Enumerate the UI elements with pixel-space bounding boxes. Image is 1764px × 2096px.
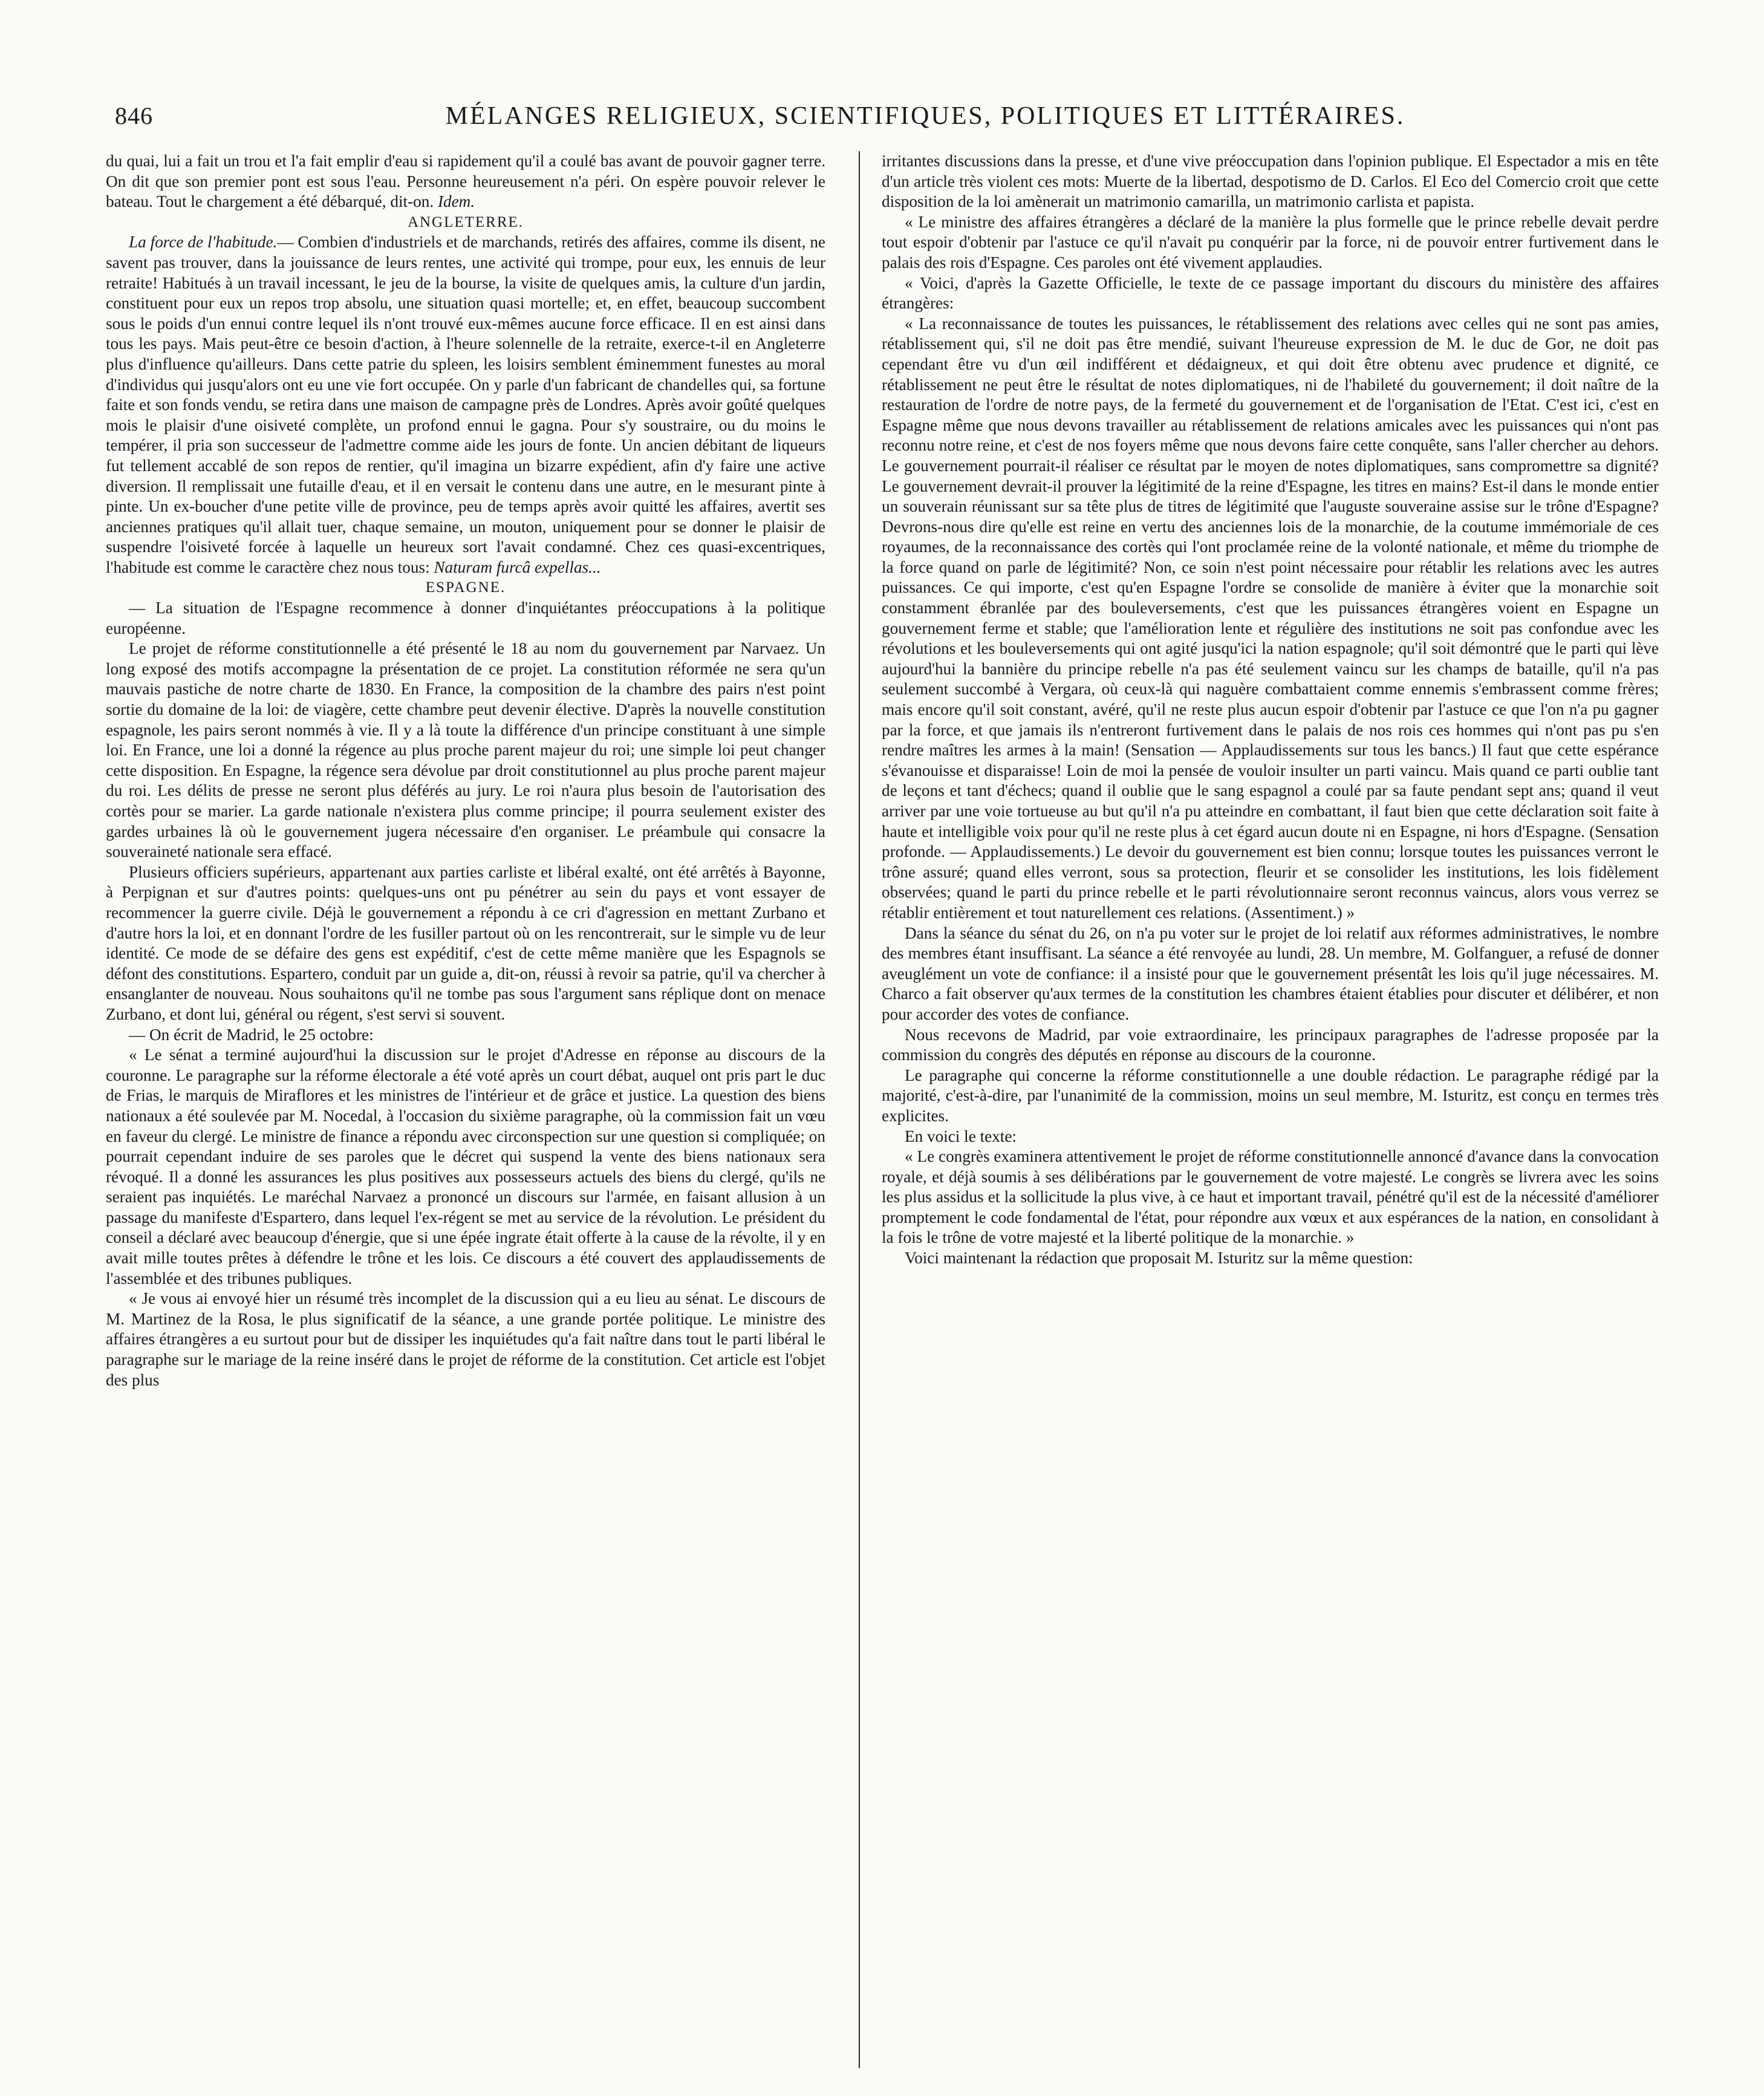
section-heading-angleterre: ANGLETERRE.	[407, 213, 524, 230]
article-paragraph: Plusieurs officiers supérieurs, appartenant aux parties carliste et libéral exalté, ont été arrêtés à Bayonne, à Perpignan et sur d'autres points: quelques-uns ont pu pénétrer au sein du pays et vont essayer de recommencer la guerre civile. Déjà le gouvernement a répondu à ce cri d'agression en mettant Zurbano et d'autre hors la loi, et en donnant l'ordre de les fusiller partout où on les rencontrerait, sur le simple vu de leur identité. Ce mode de se défaire des gens est expéditif, c'est de cette même manière que les Espagnols se défont des constitutions. Espartero, conduit par un guide a, dit-on, réussi à revoir sa patrie, qu'il va chercher à ensanglanter de nouveau. Nous souhaitons qu'il ne tombe pas sous l'argument sans réplique dont on menace Zurbano, et dont lui, général ou régent, s'est servi si souvent.	[106, 862, 825, 1023]
article-paragraph: Dans la séance du sénat du 26, on n'a pu voter sur le projet de loi relatif aux réformes administratives, le nombre des membres étant insuffisant. La séance a été renvoyée au lundi, 28. Un membre, M. Golfanguer, a refusé de donner aveuglément un vote de confiance: il a insisté pour que le gouvernement présentât les lois qu'il juge nécessaires. M. Charco a fait observer qu'aux termes de la constitution les chambres étaient établies pour discuter et délibérer, et non pour accorder des votes de confiance.	[882, 923, 1659, 1023]
latin-quote: Naturam furcâ expellas...	[434, 558, 601, 576]
section-heading-espagne: ESPAGNE.	[425, 579, 506, 596]
article-paragraph: Le paragraphe qui concerne la réforme constitutionnelle a une double rédaction. Le paragraphe rédigé par la majorité, c'est-à-dire, par l'unanimité de la commission, moins un seul membre, M. Isturitz, est conçu en termes très explicites.	[882, 1066, 1659, 1125]
article-continuation: du quai, lui a fait un trou et l'a fait emplir d'eau si rapidement qu'il a coulé bas avant de pouvoir gagner terre. On dit que son premier pont est sous l'eau. Personne heureusement n'a péri. On espère pouvoir relever le bateau. Tout le chargement a été débarqué, dit-on. Idem.	[106, 152, 825, 211]
article-paragraph: Le projet de réforme constitutionnelle a été présenté le 18 au nom du gouvernement par Narvaez. Un long exposé des motifs accompagne la présentation de ce projet. La constitution réformée ne sera qu'un mauvais pastiche de notre charte de 1830. En France, la composition de la chambre des pairs n'est point sortie du domaine de la loi: de viagère, cette chambre peut devenir élective. D'après la nouvelle constitution espagnole, les pairs seront nommés à vie. Il y a là toute la différence d'un principe constituant à une simple loi. En France, une loi a donné la régence au plus proche parent majeur du roi; une simple loi peut changer cette disposition. En Espagne, la régence sera dévolue par droit constitutionnel au plus proche parent majeur du roi. Les délits de presse ne seront plus déférés au jury. Le roi n'aura plus besoin de l'autorisation des cortès pour se marier. La garde nationale n'existera plus comme principe; il pourra seulement exister des gardes urbaines là où le gouvernement jugera nécessaire d'en organiser. Le préambule qui consacre la souveraineté nationale sera effacé.	[106, 639, 825, 861]
article-paragraph: — La situation de l'Espagne recommence à donner d'inquiétantes préoccupations à la politique européenne.	[106, 599, 825, 637]
article-paragraph: « Je vous ai envoyé hier un résumé très incomplet de la discussion qui a eu lieu au sénat. Le discours de M. Martinez de la Rosa, le plus significatif de la séance, a une grande portée politique. Le ministre des affaires étrangères a eu surtout pour but de dissiper les inquiétudes qu'a fait naître dans tout le parti libéral le paragraphe sur le mariage de la reine inséré dans le projet de réforme de la constitution. Cet article est l'objet des plus	[106, 1289, 825, 1389]
right-column	[882, 151, 1659, 2068]
journal-title: MÉLANGES RELIGIEUX, SCIENTIFIQUES, POLITIQUES ET LITTÉRAIRES.	[445, 102, 1405, 130]
left-column	[106, 151, 825, 2068]
article-paragraph: « Voici, d'après la Gazette Officielle, le texte de ce passage important du discours du ministère des affaires étrangères:	[882, 273, 1659, 313]
article-paragraph: En voici le texte:	[905, 1127, 1017, 1145]
article-paragraph: Voici maintenant la rédaction que proposait M. Isturitz sur la même question:	[905, 1249, 1413, 1268]
article-title: La force de l'habitude.	[129, 233, 278, 252]
running-head	[115, 102, 1663, 144]
article-paragraph: « Le congrès examinera attentivement le projet de réforme constitutionnelle annoncé d'avance dans la convocation royale, et déjà soumis à ses délibérations par le gouvernement de votre majesté. Le congrès se livrera avec les soins les plus assidus et la sollicitude la plus vive, à ce haut et important travail, pénétré qu'il est de la nécessité d'améliorer promptement le code fondamental de l'état, pour répondre aux vœux et aux espérances de la nation, en consolidant à la fois le trône de votre majesté et la liberté politique de la monarchie. »	[882, 1147, 1659, 1247]
article-paragraph: « La reconnaissance de toutes les puissances, le rétablissement des relations avec celles qui ne sont pas amies, rétablissement qui, s'il ne doit pas être mendié, suivant l'heureuse expression de M. le duc de Gor, ne doit pas cependant être vu d'un œil indifférent et dédaigneux, et qui doit être obtenu avec prudence et dignité, ce rétablissement ne peut être le résultat de notes diplomatiques, ni de l'habileté du gouvernement; il doit naître de la restauration de l'ordre de notre pays, de la fermeté du gouvernement et de l'organisation de l'Etat. C'est ici, c'est en Espagne même que nous devons travailler au rétablissement de relations amicales avec les puissances qui n'ont pas reconnu notre reine, et c'est de nos foyers même que nous devons faire cette conquête, sans l'aller chercher au dehors. Le gouvernement pourrait-il réaliser ce résultat par le moyen de notes diplomatiques, sans compromettre sa dignité? Le gouvernement devrait-il prouver la légitimité de la reine d'Espagne, les titres en mains? Est-il dans le monde entier un souverain réunissant sur sa tête plus de titres de légitimité que l'auguste souveraine assise sur le trône d'Espagne? Devrons-nous dire qu'elle est reine en vertu des anciennes lois de la monarchie, de la coutume immémoriale de ces royaumes, de la reconnaissance des cortès qui l'ont proclamée reine de la volonté nationale, et même du triomphe de la force quand on parle de légitimité? Non, ce soin n'est point nécessaire pour rétablir les relations avec les autres puissances. Ce qui importe, c'est qu'en Espagne l'ordre se consolide de manière à éviter que la monarchie soit constamment ébranlée par des bouleversements, c'est que les puissances étrangères voient en Espagne un gouvernement ferme et stable; que l'amélioration lente et régulière des institutions ne soit pas confondue avec les révolutions et les bouleversements qui ont agité jusqu'ici la nation espagnole; qu'il soit démontré que le parti qui lève aujourd'hui la bannière du principe rebelle n'a pas été seulement vaincu sur les champs de bataille, qu'il n'a pas seulement succombé à Vergara, où ceux-là qui naguère combattaient comme ennemis s'embrassent comme frères; mais encore qu'il soit constant, avéré, qu'il ne reste plus aucun espoir d'obtenir par l'astuce ce que l'on n'a pu gagner par la force, et que jamais ils n'entreront furtivement dans le palais de nos rois ces hommes qui n'ont pas pu s'en rendre maîtres les armes à la main! (Sensation — Applaudissements sur tous les bancs.) Il faut que cette espérance s'évanouisse et disparaisse! Loin de moi la pensée de vouloir insulter un parti vaincu. Mais quand ce parti oublie tant de leçons et tant d'échecs; quand il oublie que le sang espagnol a coulé par sa faute pendant sept ans; quand il veut arriver par une voie tortueuse au but qu'il n'a pu atteindre en combattant, il faut bien que cette déclaration soit faite à haute et intelligible voix pour qu'il ne reste plus à cet égard aucun doute ni en Espagne, ni hors d'Espagne. (Sensation profonde. — Applaudissements.) Le devoir du gouvernement est bien connu; lorsque toutes les puissances verront le trône assuré; quand elles verront, sous sa protection, fleurir et se consolider les institutions, les lois fidèlement observées; quand le parti du prince rebelle et le parti révolutionnaire seront reconnus vaincus, alors vous verrez se rétablir entièrement et tout naturellement ces relations. (Assentiment.) »	[882, 314, 1659, 922]
article-paragraph: La force de l'habitude.— Combien d'industriels et de marchands, retirés des affaires, comme ils disent, ne savent pas trouver, dans la jouissance de leurs rentes, une activité qui trompe, pour eux, les ennuis de leur retraite! Habitués à un travail incessant, le jeu de la bourse, la visite de quelques amis, la culture d'un jardin, constituent pour eux un repos trop absolu, une situation quasi mortelle; et, en effet, beaucoup succombent sous le poids d'un ennui contre lequel ils n'ont trouvé eux-mêmes aucune force efficace. Il en est ainsi dans tous les pays. Mais peut-être ce besoin d'action, à l'heure solennelle de la retraite, exerce-t-il en Angleterre plus d'influence qu'ailleurs. Dans cette patrie du spleen, les loisirs semblent éminemment funestes au moral d'individus qui jusqu'alors ont eu une vie fort occupée. On y parle d'un fabricant de chandelles qui, sa fortune faite et son fonds vendu, se retira dans une maison de campagne près de Londres. Après avoir goûté quelques mois le plaisir d'une oisiveté complète, un profond ennui le gagna. Pour s'y soustraire, ou du moins le tempérer, il pria son successeur de l'admettre comme aide les jours de fonte. Un ancien débitant de liqueurs fut tellement accablé de son repos de rentier, qu'il imagina un bizarre expédient, afin d'y faire une active diversion. Il remplissait une futaille d'eau, et il en versait le contenu dans une autre, en le mesurant pinte à pinte. Un ex-boucher d'une petite ville de province, peu de temps après avoir quitté les affaires, avertit ses anciennes pratiques qu'il allait tuer, chaque semaine, un mouton, uniquement pour se donner le plaisir de suspendre l'oisiveté forcée à laquelle un heureux sort l'avait condamné. Chez ces quasi-excentriques, l'habitude est comme le caractère chez nous tous: Naturam furcâ expellas...	[106, 233, 825, 576]
article-paragraph: « Le ministre des affaires étrangères a déclaré de la manière la plus formelle que le prince rebelle devait perdre tout espoir d'obtenir par l'astuce ce qu'il n'avait pu conquérir par la force, ni de pouvoir entrer furtivement dans le palais des rois d'Espagne. Ces paroles ont été vivement applaudies.	[882, 212, 1659, 272]
article-paragraph: Nous recevons de Madrid, par voie extraordinaire, les principaux paragraphes de l'adresse proposée par la commission du congrès des députés en réponse au discours de la couronne.	[882, 1025, 1659, 1064]
article-paragraph: « Le sénat a terminé aujourd'hui la discussion sur le projet d'Adresse en réponse au discours de la couronne. Le paragraphe sur la réforme électorale a été voté après un court débat, auquel ont pris part le duc de Frias, le marquis de Miraflores et les ministres de l'intérieur et de grâce et justice. La question des biens nationaux a été soulevée par M. Nocedal, à l'occasion du sixième paragraphe, où la commission fait un vœu en faveur du clergé. Le ministre de finance a répondu avec circonspection sur une question si compliquée; on pourrait cependant induire de ses paroles que le décret qui suspend la vente des biens nationaux sera révoqué. Il a donné les assurances les plus positives aux possesseurs actuels des biens du clergé, qu'ils ne seraient pas inquiétés. Le maréchal Narvaez a prononcé un discours sur l'armée, en faisant allusion à un passage du manifeste d'Espartero, dans lequel l'ex-régent se met au service de la révolution. Le président du conseil a déclaré avec beaucoup d'énergie, que si une épée ingrate était offerte à la cause de la révolte, il y en avait mille toutes prêtes à défendre le trône et les lois. Ce discours a été couvert des applaudissements de l'assemblée et des tribunes publiques.	[106, 1046, 825, 1287]
article-paragraph: irritantes discussions dans la presse, et d'une vive préoccupation dans l'opinion publique. El Espectador a mis en tête d'un article très violent ces mots: Muerte de la libertad, despotismo de D. Carlos. El Eco del Comercio croit que cette disposition de la loi amènerait un matrimonio camarilla, un matrimonio carlista et papista.	[882, 152, 1659, 211]
article-paragraph: — On écrit de Madrid, le 25 octobre:	[129, 1025, 374, 1044]
page-number: 846	[115, 102, 153, 129]
column-divider	[859, 151, 860, 2068]
source-credit: Idem.	[437, 192, 475, 211]
